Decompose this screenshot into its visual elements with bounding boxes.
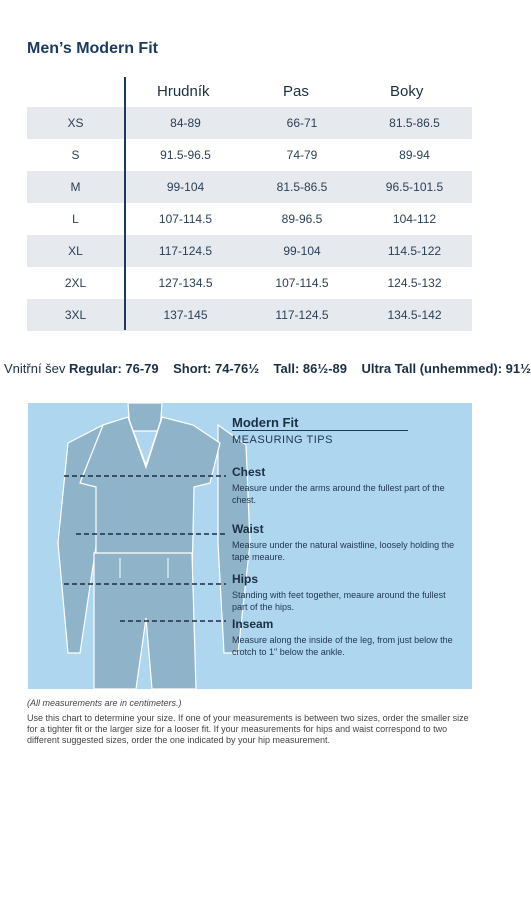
tip-text: Measure along the inside of the leg, from just below the crotch to 1" below the ankle.	[232, 635, 453, 657]
chest-cell: 107-114.5	[158, 212, 213, 226]
waist-cell: 117-124.5	[275, 308, 329, 322]
tips-title: Modern Fit	[232, 415, 299, 430]
tip-heading: Chest	[232, 465, 266, 479]
chest-cell: 127-134.5	[158, 276, 213, 290]
table-row	[27, 171, 472, 203]
header-chest: Hrudník	[157, 83, 210, 100]
size-cell: XS	[67, 116, 84, 130]
size-cell: M	[70, 180, 81, 194]
hips-cell: 114.5-122	[387, 244, 442, 258]
inseam-label: Vnitřní šev	[4, 361, 66, 376]
chest-cell: 99-104	[166, 180, 205, 194]
hips-cell: 81.5-86.5	[389, 116, 440, 130]
header-hips: Boky	[390, 83, 424, 100]
page-title: Men’s Modern Fit	[27, 40, 158, 57]
chest-cell: 84-89	[170, 116, 201, 130]
hips-cell: 124.5-132	[387, 276, 442, 290]
hips-cell: 96.5-101.5	[385, 180, 444, 194]
table-divider	[124, 77, 126, 330]
tip-text: Measure under the arms around the fullest part of the chest.	[232, 483, 445, 505]
size-cell: XL	[68, 244, 83, 258]
tip-chest	[232, 465, 462, 506]
size-cell: 2XL	[64, 276, 87, 290]
table-row	[27, 203, 472, 235]
tip-heading: Waist	[232, 522, 264, 536]
waist-cell: 66-71	[286, 116, 318, 130]
header-waist: Pas	[283, 83, 309, 100]
units-note: (All measurements are in centimeters.)	[27, 698, 182, 708]
tip-waist	[232, 522, 462, 563]
chest-cell: 117-124.5	[158, 244, 213, 258]
inseam-tall: Tall: 86½-89	[273, 361, 347, 376]
hips-cell: 89-94	[399, 148, 430, 162]
table-row	[27, 107, 472, 139]
tip-inseam	[232, 617, 462, 658]
measuring-tips-panel	[28, 403, 472, 689]
inseam-line	[4, 361, 531, 376]
waist-cell: 81.5-86.5	[276, 180, 328, 194]
tip-heading: Inseam	[232, 617, 274, 631]
tip-hips	[232, 572, 462, 613]
tips-subtitle: MEASURING TIPS	[232, 434, 333, 446]
usage-note: Use this chart to determine your size. If one of your measurements is between two sizes, order the smaller size for a tighter fit or the larger size for a looser fit. If your measurements for hips and waist correspond to two different suggested sizes, order the one indicated by your hip measurement.	[27, 713, 469, 745]
size-cell: S	[71, 148, 80, 162]
table-header	[27, 75, 472, 107]
tip-text: Standing with feet together, meaure around the fullest part of the hips.	[232, 590, 446, 612]
waist-cell: 74-79	[286, 148, 318, 162]
size-table	[27, 75, 472, 331]
table-row	[27, 267, 472, 299]
hips-cell: 104-112	[392, 212, 437, 226]
size-cell: 3XL	[64, 308, 87, 322]
inseam-short: Short: 74-76½	[173, 361, 260, 376]
chest-cell: 137-145	[163, 308, 208, 322]
tip-text: Measure under the natural waistline, loosely holding the tape meaure.	[232, 540, 455, 562]
waist-cell: 107-114.5	[275, 276, 329, 290]
waist-cell: 99-104	[283, 244, 321, 258]
waist-cell: 89-96.5	[281, 212, 323, 226]
hips-cell: 134.5-142	[387, 308, 442, 322]
inseam-regular: Regular: 76-79	[69, 361, 159, 376]
chest-cell: 91.5-96.5	[160, 148, 211, 162]
size-cell: L	[72, 212, 79, 226]
table-row	[27, 299, 472, 331]
table-row	[27, 235, 472, 267]
table-row	[27, 139, 472, 171]
inseam-ultra-tall: Ultra Tall (unhemmed): 91½	[361, 361, 531, 376]
tip-heading: Hips	[232, 572, 259, 586]
tips-title-underline	[232, 430, 408, 431]
